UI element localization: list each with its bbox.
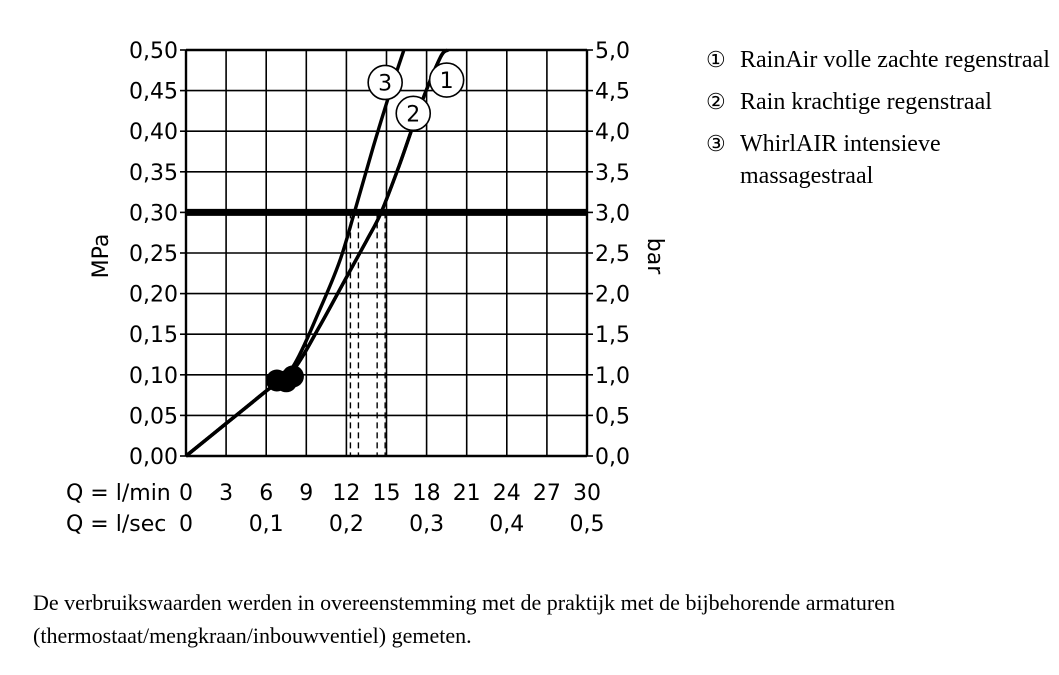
x-axis-lmin-label: Q = l/min [66, 481, 171, 506]
y-tick-right: 4,0 [595, 120, 630, 146]
y-tick-right: 2,5 [595, 242, 630, 267]
min-flow-marker [282, 365, 304, 387]
y-tick-left: 0,45 [129, 79, 178, 105]
y-tick-left: 0,20 [129, 282, 178, 308]
y-tick-right: 1,0 [595, 363, 630, 389]
grid [180, 50, 593, 456]
y-tick-left: 0,25 [129, 242, 178, 267]
x-tick-lsec: 0 [179, 512, 193, 537]
y-tick-right: 2,0 [595, 282, 630, 308]
callout-label-3: 3 [378, 71, 393, 97]
callout-label-1: 1 [439, 69, 454, 95]
y-tick-right: 0,0 [595, 445, 630, 470]
y-tick-left: 0,35 [129, 160, 178, 186]
x-tick-lmin: 18 [412, 481, 441, 506]
legend-number-1: ① [706, 47, 726, 72]
x-tick-lsec: 0,1 [248, 512, 284, 537]
y-tick-right: 5,0 [595, 39, 630, 64]
x-tick-lmin: 15 [372, 481, 401, 506]
x-tick-lsec: 0,3 [409, 512, 445, 537]
y-tick-right: 0,5 [595, 404, 630, 430]
y-tick-left: 0,40 [129, 120, 178, 146]
legend [706, 44, 1056, 202]
y-tick-left: 0,50 [129, 39, 178, 64]
legend-label-2: Rain krachtige regenstraal [740, 89, 992, 115]
y-tick-left: 0,30 [129, 201, 178, 227]
x-axis-lsec-label: Q = l/sec [66, 512, 167, 537]
legend-number-2: ② [706, 89, 726, 114]
y-tick-right: 1,5 [595, 323, 630, 349]
legend-label-3: WhirlAIR intensieve massagestraal [740, 131, 941, 189]
callout-label-2: 2 [406, 102, 421, 128]
x-tick-lsec: 0,5 [569, 512, 605, 537]
legend-number-3: ③ [706, 131, 726, 156]
footnote: De verbruikswaarden werden in overeenstemming met de praktijk met de bijbehorende armaturen (thermostaat/mengkraan/inbouwventiel) gemeten. [33, 590, 895, 648]
y-axis-right-label: bar [642, 237, 667, 275]
legend-item-1 [706, 44, 1056, 76]
y-tick-left: 0,15 [129, 323, 178, 349]
x-tick-lmin: 27 [532, 481, 561, 506]
legend-label-1: RainAir volle zachte regenstraal [740, 47, 1050, 73]
x-tick-lmin: 9 [299, 481, 314, 506]
y-tick-right: 4,5 [595, 79, 630, 105]
y-tick-left: 0,05 [129, 404, 178, 430]
x-tick-lmin: 0 [179, 481, 193, 506]
legend-item-2 [706, 86, 1056, 118]
x-tick-lmin: 21 [452, 481, 481, 506]
legend-item-3 [706, 128, 1056, 192]
x-tick-lsec: 0,4 [489, 512, 525, 537]
x-tick-lmin: 12 [332, 481, 361, 506]
x-tick-lmin: 24 [492, 481, 521, 506]
y-tick-left: 0,00 [129, 445, 178, 470]
tick-labels [129, 39, 630, 537]
y-axis-left-label: MPa [89, 233, 114, 279]
x-tick-lmin: 3 [219, 481, 234, 506]
x-tick-lmin: 30 [573, 481, 601, 506]
x-tick-lmin: 6 [259, 481, 274, 506]
x-tick-lsec: 0,2 [328, 512, 364, 537]
marker-layer [266, 63, 464, 392]
y-tick-right: 3,0 [595, 201, 630, 227]
y-tick-left: 0,10 [129, 363, 178, 389]
y-tick-right: 3,5 [595, 160, 630, 186]
